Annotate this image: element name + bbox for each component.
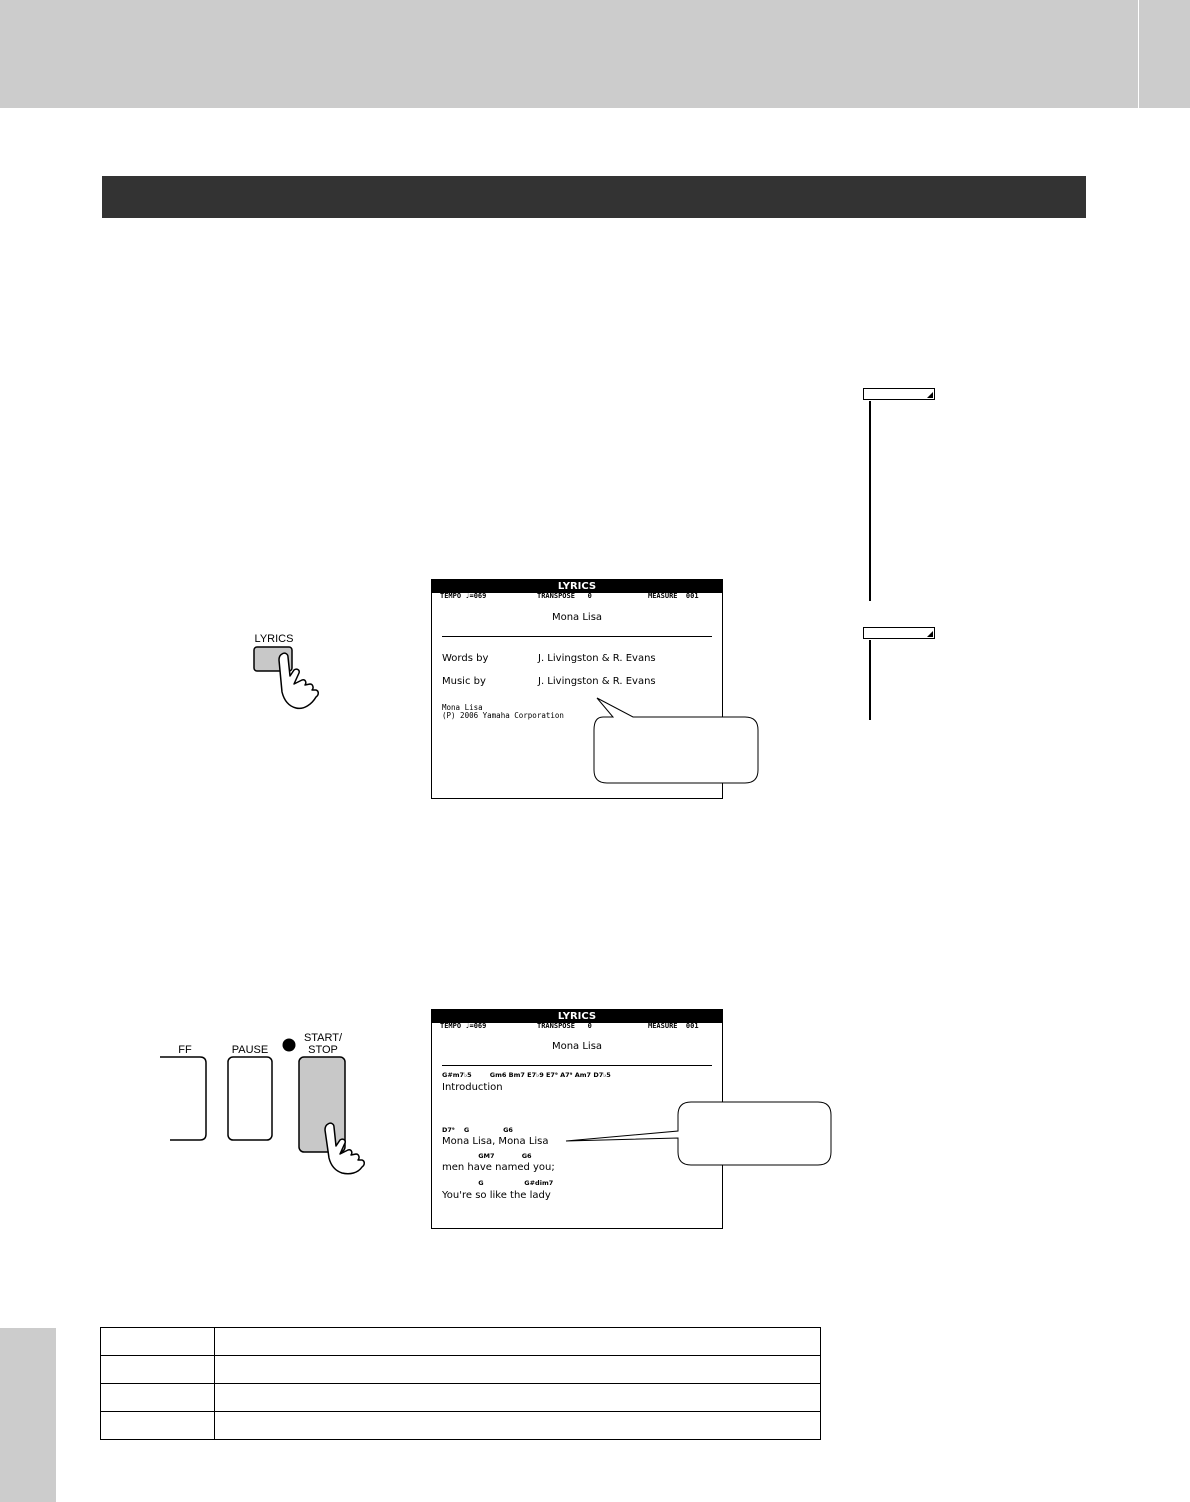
chord-row-4: G G#dim7 bbox=[442, 1179, 554, 1187]
lyrics-button[interactable] bbox=[250, 644, 330, 714]
note-marker-2 bbox=[863, 627, 935, 639]
lcd-tempo: TEMPO ♩=069 bbox=[440, 1022, 487, 1030]
table-row bbox=[101, 1384, 821, 1412]
lcd-title: LYRICS bbox=[432, 1010, 722, 1023]
table-row bbox=[101, 1412, 821, 1440]
music-by-value: J. Livingston & R. Evans bbox=[538, 676, 656, 687]
lyric-line-2: Mona Lisa, Mona Lisa bbox=[442, 1136, 549, 1147]
top-header-band bbox=[0, 0, 1190, 108]
chord-row-1: G#m7♭5 Gm6 Bm7 E7♭9 E7⁹ A7⁹ Am7 D7♭5 bbox=[442, 1071, 611, 1079]
pause-button-label: PAUSE bbox=[231, 1044, 269, 1056]
lyric-line-4: You're so like the lady bbox=[442, 1190, 551, 1201]
lyrics-button-label: LYRICS bbox=[254, 633, 294, 645]
lcd-divider bbox=[442, 1065, 712, 1066]
start-stop-label-line1: START/ bbox=[303, 1032, 343, 1044]
note-marker-2-line bbox=[869, 640, 871, 720]
pause-button[interactable] bbox=[228, 1057, 272, 1140]
lcd-transpose: TRANSPOSE 0 bbox=[537, 592, 592, 600]
lyric-line-3: men have named you; bbox=[442, 1162, 555, 1173]
side-chapter-tab bbox=[0, 1328, 56, 1502]
words-by-value: J. Livingston & R. Evans bbox=[538, 653, 656, 664]
lcd-title: LYRICS bbox=[432, 580, 722, 593]
record-indicator-icon bbox=[283, 1039, 296, 1052]
table-row bbox=[101, 1356, 821, 1384]
credit-song-name: Mona Lisa bbox=[442, 703, 483, 712]
ff-button[interactable] bbox=[160, 1057, 206, 1140]
info-table bbox=[100, 1327, 821, 1440]
credit-copyright: (P) 2006 Yamaha Corporation bbox=[442, 711, 564, 720]
lcd-song-title: Mona Lisa bbox=[551, 612, 603, 623]
music-by-label: Music by bbox=[442, 676, 486, 687]
lcd-transpose: TRANSPOSE 0 bbox=[537, 1022, 592, 1030]
chord-row-3: GM7 G6 bbox=[442, 1152, 532, 1160]
note-marker-1 bbox=[863, 388, 935, 400]
table-row bbox=[101, 1328, 821, 1356]
lcd-tempo: TEMPO ♩=069 bbox=[440, 592, 487, 600]
words-by-label: Words by bbox=[442, 653, 489, 664]
lcd-divider bbox=[442, 636, 712, 637]
ff-button-label: FF bbox=[178, 1044, 192, 1056]
callout-bubble-1 bbox=[585, 695, 761, 787]
lcd-measure: MEASURE 001 bbox=[648, 592, 699, 600]
chord-row-2: D7⁹ G G6 bbox=[442, 1126, 513, 1134]
section-title-bar bbox=[102, 176, 1086, 218]
callout-bubble-2 bbox=[560, 1098, 836, 1170]
start-stop-button[interactable] bbox=[299, 1057, 345, 1152]
lyric-line-1: Introduction bbox=[442, 1082, 503, 1093]
note-marker-1-line bbox=[869, 401, 871, 601]
transport-buttons bbox=[160, 1036, 380, 1176]
header-band-divider bbox=[1138, 0, 1139, 108]
lcd-measure: MEASURE 001 bbox=[648, 1022, 699, 1030]
pointing-hand-icon bbox=[279, 653, 318, 708]
lcd-song-title: Mona Lisa bbox=[551, 1041, 603, 1052]
start-stop-label-line2: STOP bbox=[308, 1044, 338, 1056]
